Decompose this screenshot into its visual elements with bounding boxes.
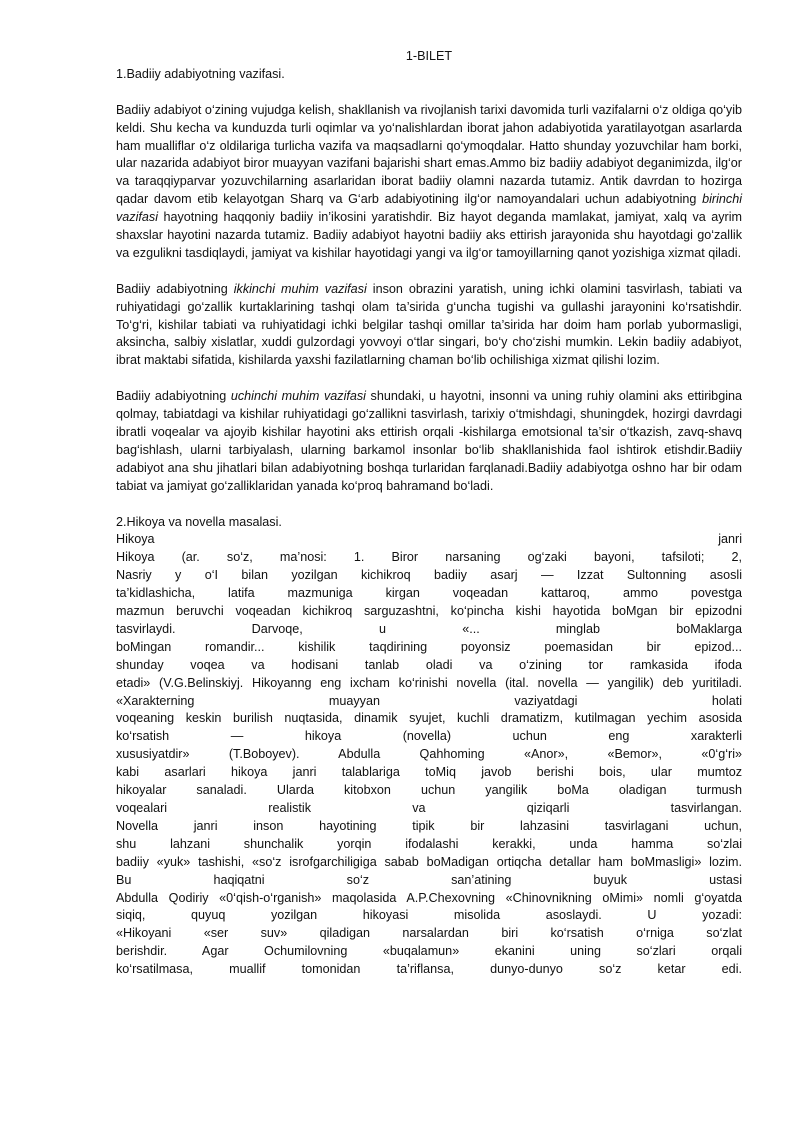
section-2-line: ko‘rsatish — hikoya (novella) uchun eng xarakterli <box>116 729 742 744</box>
paragraph-3 <box>116 388 742 495</box>
section-2-line: ta’kidlashicha, latifa mazmuniga kirgan voqeadan kattaroq, ammo povestga <box>116 586 742 601</box>
section-2-line: hikoyalar sanaladi. Ularda kitobxon uchun yangilik boMa oladigan turmush <box>116 783 742 798</box>
paragraph-2-start: Badiiy adabiyotning <box>116 281 228 296</box>
section-2-line: shu lahzani shunchalik yorqin ifodalashi kerakki, unda hamma so‘zlai <box>116 836 742 851</box>
section-2-line: Novella janri inson hayotining tipik bir lahzasini tasvirlagani uchun, <box>116 818 742 833</box>
section-2-body <box>116 531 742 979</box>
paragraph-1-end: hayotning haqqoniy badiiy in’ikosini yaratishdir. Biz hayot deganda mamlakat, jamiyat, xalq va ayrim shaxslar hayotini nazarda tutamiz. Badiiy adabiyot hayotni badiiy aks ettirish jarayonida shu hayotdagi go‘zallik va ezgulikni tasdiqlaydi, jamiyat va kishilar hayotidagi yangi va ilg‘or tamoyillarning qanot yozishiga xizmat qiladi. <box>116 210 742 260</box>
paragraph-2-end: inson obrazini yaratish, uning ichki olamini tasvirlash, tabiati va ruhiyatidagi go‘zallik kurtaklarining tashqi olam ta’sirida g‘uncha tugishi va gullashi jarayonini ko‘rsatishdir. To‘g‘ri, kishilar tabiati va ruhiyatidagi ichki belgilar tashqi omillar ta’sirida har doim ham porlab yubormasligi, aksincha, salbiy xislatlar, xuddi gulzordagi yovvoyi o‘tlar singari, bo‘y cho‘zishi mumkin. Lekin badiiy adabiyot, ibrat maktabi sifatida, kishilarda yaxshi fazilatlarning chaman bo‘lib ochilishiga xizmat qilishi lozim. <box>116 281 743 368</box>
section-2-line: boMingan romandir... kishilik taqdirining poyonsiz poemasidan bir epizod... <box>116 639 742 654</box>
spacer <box>116 496 742 514</box>
page-title: 1-BILET <box>405 49 453 63</box>
section-2-line: mazmun beruvchi voqeadan kichikroq sarguzashtni, ko‘pincha kishi hayotida boMgan bir epizodni <box>116 604 742 619</box>
section-2-line: xususiyatdir» (T.Boboyev). Abdulla Qahhoming «Anor», «Bemor», «0‘g‘ri» <box>116 747 742 762</box>
section-2-line: voqeaning keskin burilish nuqtasida, dinamik syujet, kuchli dramatizm, kutilmagan yechim asosida <box>116 711 742 726</box>
paragraph-1 <box>116 102 742 263</box>
section-2-line: Nasriy y o‘I bilan yozilgan kichikroq badiiy asarj — Izzat Sultonning asosli <box>116 568 742 583</box>
section-2-line: siqiq, quyuq yozilgan hikoyasi misolida asoslaydi. U yozadi: <box>116 908 742 923</box>
section-2-line: «Xarakterning muayyan vaziyatdagi holati <box>116 693 742 708</box>
section-2-line: Hikoya (ar. so‘z, ma’nosi: 1. Biror narsaning og‘zaki bayoni, tafsiloti; 2, <box>116 550 742 565</box>
paragraph-3-end: shundaki, u hayotni, insonni va uning ruhiy olamini aks ettiribgina qolmay, tabiatdagi va kishilar ruhiyatidagi go‘zallikni tasvirlash, tarixiy o‘tmishdagi, shuningdek, hozirgi davrdagi ibratli voqealar va ajoyib kishilar hayotini aks ettirish orqali -kishilarga emotsional ta’sir o‘tkazish, zavq-shavq bag‘ishlash, ularni tarbiyalash, ularning barkamol insonlar bo‘lib shakllanishida faol ishtirok etishdir.Badiiy adabiyot ana shu jihatlari bilan adabiyotning boshqa turlaridan farqlanadi.Badiiy adabiyotga oshno har bir odam tabiat va jamiyat go‘zalliklaridan yanada ko‘proq bahramand bo‘ladi. <box>116 389 742 493</box>
spacer <box>116 263 742 281</box>
document-page <box>116 48 742 979</box>
spacer <box>116 370 742 388</box>
spacer <box>116 84 742 102</box>
paragraph-1-emphasis: birinchi vazifasi <box>116 192 742 225</box>
paragraph-3-start: Badiiy adabiyotning <box>116 389 227 404</box>
section-2-line: Hikoya janri <box>116 532 742 547</box>
section-2-line: voqealari realistik va qiziqarli tasvirlangan. <box>116 801 742 815</box>
paragraph-2 <box>116 281 742 371</box>
section-2-line: shunday voqea va hodisani tanlab oladi va o‘zining tor ramkasida ifoda <box>116 657 742 672</box>
section-2-line: tasvirlaydi. Darvoqe, u «... minglab boMaklarga <box>116 621 742 636</box>
section-2-line: «Hikoyani «ser suv» qiladigan narsalardan biri ko‘rsatish o‘rniga so‘zlat <box>116 926 742 941</box>
section-2-line: Bu haqiqatni so‘z san’atining buyuk ustasi <box>116 872 742 887</box>
paragraph-1-text: Badiiy adabiyot o‘zining vujudga kelish, shakllanish va rivojlanish tarixi davomida turli vazifalarni o‘z oldiga qo‘yib keldi. Shu kecha va kunduzda turli oqimlar va yo‘nalishlardan iborat jahon adabiyotida yaratilayotgan asarlarda ham mualliflar o‘z oldilariga turlicha vazifa va maqsadlarni qo‘ymoqdalar. Hatto shunday yozuvchilar ham borki, ular nazarida adabiyot biror muayyan vazifani bajarishi shart emas.Ammo biz badiiy adabiyot deganimizda, ilg‘or va taraqqiyparvar yozuvchilarning asarlaridan iborat badiiy olamni nazarda tutamiz. Antik davrdan to hozirga qadar davom etib kelayotgan Sharq va G‘arb adabiyotining ilg‘or namoyandalari uchun adabiyotning <box>116 102 742 207</box>
section-2-line: ko‘rsatilmasa, muallif tomonidan ta’riflansa, dunyo-dunyo so‘z ketar edi. <box>116 962 742 977</box>
section-2-heading: 2.Hikoya va novella masalasi. <box>116 514 282 529</box>
section-1-heading: 1.Badiiy adabiyotning vazifasi. <box>116 66 285 81</box>
paragraph-2-emphasis: ikkinchi muhim vazifasi <box>233 281 367 296</box>
section-2-line: kabi asarlari hikoya janri talablariga toMiq javob berishi bois, ular mumtoz <box>116 765 742 780</box>
section-2-line: Abdulla Qodiriy «0‘qish-o‘rganish» maqolasida A.P.Chexovning «Chinovnikning oMimi» nomli g‘oyatda <box>116 890 742 905</box>
section-2-line: badiiy «yuk» tashishi, «so‘z isrofgarchiligiga sabab boMadigan ortiqcha detallar ham boMmasligi» lozim. <box>116 854 742 869</box>
paragraph-3-emphasis: uchinchi muhim vazifasi <box>230 389 366 404</box>
section-2-line: berishdir. Agar Ochumilovning «buqalamun» ekanini uning so‘zlari orqali <box>116 944 742 959</box>
section-2-line: etadi» (V.G.Belinskiyj. Hikoyanng eng ixcham ko‘rinishi novella (ital. novella — yangilik) deb yuritiladi. <box>116 675 742 690</box>
